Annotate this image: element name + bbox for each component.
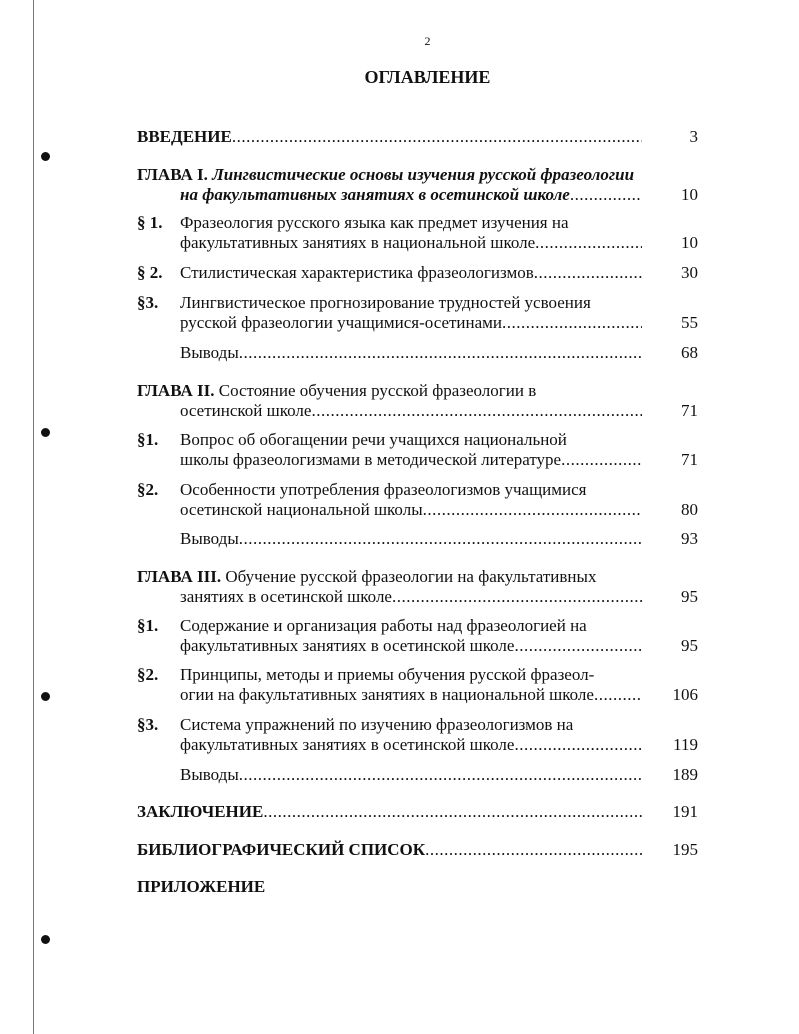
toc-line [137, 233, 698, 253]
toc-entry [137, 213, 698, 253]
toc-heading: ЗАКЛЮЧЕНИЕ [137, 802, 264, 821]
punch-hole [41, 152, 50, 161]
dot-leader [263, 802, 642, 822]
dot-leader [239, 343, 642, 363]
chapter-label: ГЛАВА III. [137, 567, 222, 586]
dot-leader [514, 636, 642, 656]
toc-entry [137, 567, 698, 607]
dot-leader [425, 840, 642, 860]
toc-entry [137, 877, 698, 897]
toc-line [137, 313, 698, 333]
toc-line [137, 127, 698, 147]
dot-leader [232, 127, 642, 147]
dot-leader [392, 587, 642, 607]
section-title: факультативных занятиях в осетинской школе [180, 735, 515, 754]
toc-page-number: 191 [672, 802, 698, 821]
dot-leader [594, 685, 642, 705]
section-number: §2. [137, 665, 159, 684]
toc-line [137, 401, 698, 421]
toc-line [137, 587, 698, 607]
toc-entry [137, 616, 698, 656]
chapter-title: Лингвистические основы изучения русской фразеологии [212, 165, 635, 184]
toc-line [137, 500, 698, 520]
toc-page-number: 55 [681, 313, 698, 332]
dot-leader [423, 500, 642, 520]
toc-line [137, 263, 698, 283]
toc-line [137, 185, 698, 205]
section-title: Принципы, методы и приемы обучения русской фразеол- [180, 665, 595, 684]
chapter-title: занятиях в осетинской школе [180, 587, 392, 606]
toc-page-number: 80 [681, 500, 698, 519]
toc-line [137, 480, 698, 500]
section-number: § 1. [137, 213, 163, 232]
toc-line [137, 450, 698, 470]
page-number: 2 [424, 34, 431, 48]
toc-page-number: 68 [681, 343, 698, 362]
toc-heading: БИБЛИОГРАФИЧЕСКИЙ СПИСОК [137, 840, 426, 859]
chapter-label: ГЛАВА I. [137, 165, 208, 184]
chapter-title: осетинской школе [180, 401, 312, 420]
toc-line [137, 735, 698, 755]
section-title: факультативных занятиях в национальной школе [180, 233, 536, 252]
section-title: осетинской национальной школы [180, 500, 423, 519]
toc-line [137, 529, 698, 549]
section-title: Выводы [180, 343, 239, 362]
toc-page-number: 106 [672, 685, 698, 704]
section-title: Стилистическая характеристика фразеологизмов [180, 263, 534, 282]
section-number: § 2. [137, 263, 163, 282]
toc-line [137, 840, 698, 860]
toc-line [137, 877, 698, 897]
section-title: Содержание и организация работы над фразеологией на [180, 616, 587, 635]
section-title: русской фразеологии учащимися-осетинами [180, 313, 503, 332]
toc-page-number: 189 [672, 765, 698, 784]
chapter-title: Обучение русской фразеологии на факультативных [225, 567, 597, 586]
section-title: Выводы [180, 529, 239, 548]
toc-line [137, 685, 698, 705]
toc-page-number: 30 [681, 263, 698, 282]
toc-entry [137, 529, 698, 549]
toc-page-number: 119 [673, 735, 698, 754]
toc-page-number: 3 [689, 127, 698, 146]
punch-hole [41, 428, 50, 437]
toc-line [137, 665, 698, 685]
toc-line [137, 636, 698, 656]
toc-line [137, 213, 698, 233]
toc-line [137, 343, 698, 363]
toc-entry [137, 293, 698, 333]
toc-line [137, 802, 698, 822]
chapter-label: ГЛАВА II. [137, 381, 215, 400]
toc-entry [137, 165, 698, 205]
section-title: Фразеология русского языка как предмет изучения на [180, 213, 569, 232]
toc-entry [137, 802, 698, 822]
page-title: ОГЛАВЛЕНИЕ [364, 67, 491, 87]
chapter-title: на факультативных занятиях в осетинской школе [180, 185, 570, 204]
section-title: огии на факультативных занятиях в национальной школе [180, 685, 594, 704]
toc-line [137, 381, 698, 401]
toc-line [137, 567, 698, 587]
punch-hole [41, 935, 50, 944]
section-number: §3. [137, 715, 159, 734]
toc-entry [137, 665, 698, 705]
dot-leader [535, 233, 642, 253]
section-title: школы фразеологизмами в методической литературе [180, 450, 562, 469]
dot-leader [239, 529, 642, 549]
dot-leader [561, 450, 642, 470]
punch-hole [41, 692, 50, 701]
dot-leader [311, 401, 642, 421]
toc-line [137, 616, 698, 636]
toc-line [137, 293, 698, 313]
toc-heading: ПРИЛОЖЕНИЕ [137, 877, 266, 896]
scan-edge-line [33, 0, 34, 1034]
toc-entry [137, 263, 698, 283]
toc-entry [137, 480, 698, 520]
toc-line [137, 165, 698, 185]
dot-leader [570, 185, 642, 205]
chapter-title: Состояние обучения русской фразеологии в [218, 381, 537, 400]
section-number: §1. [137, 616, 159, 635]
dot-leader [502, 313, 642, 333]
toc-line [137, 715, 698, 735]
toc-page-number: 10 [681, 233, 698, 252]
toc-entry [137, 715, 698, 755]
toc-entry [137, 430, 698, 470]
dot-leader [534, 263, 642, 283]
toc-line [137, 765, 698, 785]
toc-page-number: 95 [681, 636, 698, 655]
section-number: §2. [137, 480, 159, 499]
toc-entry [137, 765, 698, 785]
toc-page-number: 93 [681, 529, 698, 548]
toc-page-number: 71 [681, 450, 698, 469]
toc-page-number: 195 [672, 840, 698, 859]
section-number: §3. [137, 293, 159, 312]
section-title: Особенности употребления фразеологизмов учащимися [180, 480, 587, 499]
toc-entry [137, 127, 698, 147]
section-title: Лингвистическое прогнозирование трудностей усвоения [180, 293, 591, 312]
toc-heading: ВВЕДЕНИЕ [137, 127, 232, 146]
toc-entry [137, 381, 698, 421]
section-title: факультативных занятиях в осетинской школе [180, 636, 515, 655]
section-title: Выводы [180, 765, 239, 784]
section-title: Вопрос об обогащении речи учащихся национальной [180, 430, 567, 449]
toc-page-number: 10 [681, 185, 698, 204]
dot-leader [239, 765, 642, 785]
section-title: Система упражнений по изучению фразеологизмов на [180, 715, 574, 734]
toc-page-number: 71 [681, 401, 698, 420]
section-number: §1. [137, 430, 159, 449]
toc-entry [137, 343, 698, 363]
toc-entry [137, 840, 698, 860]
dot-leader [514, 735, 642, 755]
toc-page-number: 95 [681, 587, 698, 606]
toc-line [137, 430, 698, 450]
